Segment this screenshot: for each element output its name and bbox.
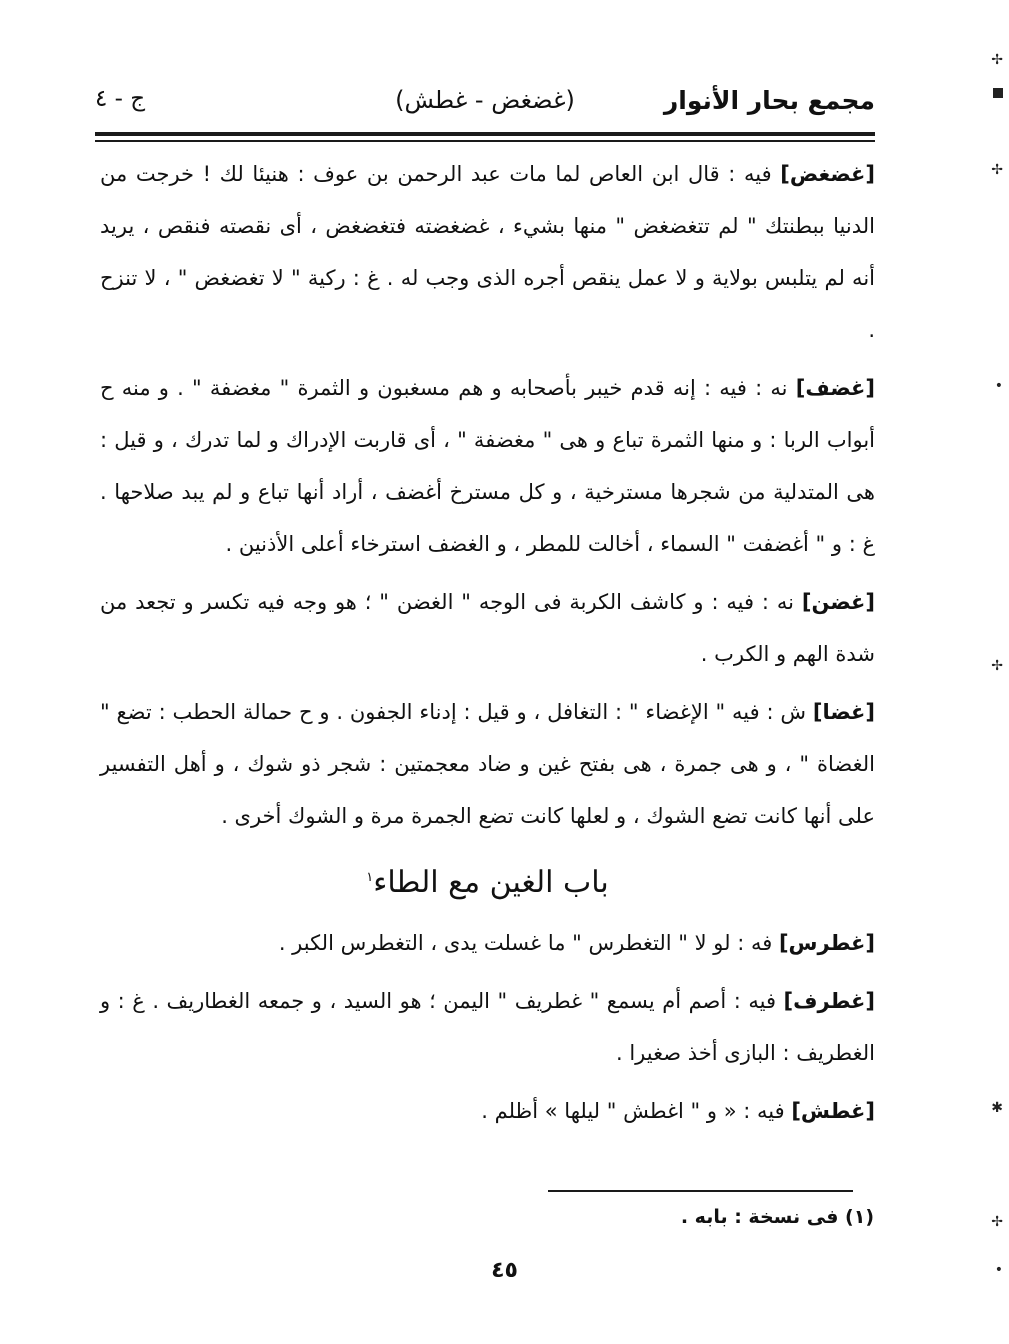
- entry-lemma: [غضف]: [795, 376, 875, 400]
- entry-ghadghad: [100, 148, 875, 356]
- entry-ghada: [100, 686, 875, 842]
- entry-ghatraf: [100, 975, 875, 1079]
- margin-mark-icon: [993, 88, 1003, 98]
- footnote-rule: [548, 1190, 853, 1192]
- entry-ghatash: [100, 1085, 875, 1137]
- page-number: ٤٥: [491, 1258, 518, 1283]
- entry-text: فه : لو لا " التغطرس " ما غسلت يدى ، التغطرس الكبر .: [278, 931, 773, 955]
- running-header: [95, 86, 875, 126]
- entry-lemma: [غطرس]: [778, 931, 875, 955]
- entry-ghatras: [100, 917, 875, 969]
- book-title: مجمع بحار الأنوار: [663, 86, 875, 115]
- entry-lemma: [غطش]: [791, 1099, 875, 1123]
- margin-mark-icon: ✢: [991, 658, 1003, 674]
- header-rule-thin: [95, 140, 875, 142]
- entry-ghadan: [100, 576, 875, 680]
- entry-text: فيه : قال ابن العاص لما مات عبد الرحمن بن عوف : هنيئا لك ! خرجت من الدنيا ببطنتك " لم تتغضغض " منها بشيء ، غضغضته فتغضغض ، أى نقصته فنقص ، يريد أنه لم يتلبس بولاية و لا عمل ينقص أجره الذى وجب له . غ : ركية " لا تغضغض " ، لا تنزح .: [100, 162, 875, 342]
- entry-text: نه : فيه : إنه قدم خيبر بأصحابه و هم مسغبون و الثمرة " مغضفة " . و منه ح أبواب الربا : و منها الثمرة تباع و هى " مغضفة " ، أى قاربت الإدراك و لما تدرك ، و قيل : هى المتدلية من شجرها مسترخية ، و كل مسترخ أغضف ، أراد أنها تباع و لم يبد صلاحها . غ : و " أغضفت " السماء ، أخالت للمطر ، و الغضف استرخاء أعلى الأذنين .: [100, 376, 875, 556]
- margin-mark-icon: •: [994, 378, 1003, 394]
- section-heading: [100, 854, 875, 907]
- entry-text: فيه : « و " اغطش " ليلها » أظلم .: [481, 1099, 785, 1123]
- header-rule-thick: [95, 132, 875, 136]
- section-range: (غضغض - غطش): [395, 86, 575, 114]
- margin-mark-icon: ✱: [991, 1100, 1003, 1116]
- footnote: (١) فى نسخة : بابه .: [680, 1206, 874, 1228]
- entry-text: فيه : أصم أم يسمع " غطريف " اليمن ؛ هو السيد ، و جمعه الغطاريف . غ : و الغطريف : البازى أخذ صغيرا .: [100, 989, 875, 1065]
- entry-text: نه : فيه : و كاشف الكربة فى الوجه " الغضن " ؛ هو وجه فيه تكسر و تجعد من شدة الهم و الكرب .: [100, 590, 875, 666]
- entry-lemma: [غضا]: [812, 700, 875, 724]
- footnote-marker: ١: [366, 870, 374, 885]
- entry-lemma: [غضغض]: [780, 162, 875, 186]
- margin-mark-icon: •: [994, 1262, 1003, 1278]
- entry-lemma: [غطرف]: [783, 989, 875, 1013]
- entry-lemma: [غضن]: [801, 590, 875, 614]
- entry-text: ش : فيه " الإغضاء " : التغافل ، و قيل : إدناء الجفون . و ح حمالة الحطب : تضع " الغضاة " ، و هى جمرة ، هى بفتح غين و ضاد معجمتين : شجر ذو شوك ، و أهل التفسير على أنها كانت تضع الشوك ، و لعلها كانت تضع الجمرة مرة و الشوك أخرى .: [100, 700, 875, 828]
- margin-mark-icon: ✢: [991, 162, 1003, 178]
- main-text: [100, 148, 875, 1143]
- margin-mark-icon: ✢: [991, 1214, 1003, 1230]
- margin-mark-icon: ✢: [991, 52, 1003, 68]
- volume-number: ج - ٤: [95, 86, 146, 112]
- entry-ghadaf: [100, 362, 875, 570]
- section-heading-text: باب الغين مع الطاء: [373, 865, 609, 900]
